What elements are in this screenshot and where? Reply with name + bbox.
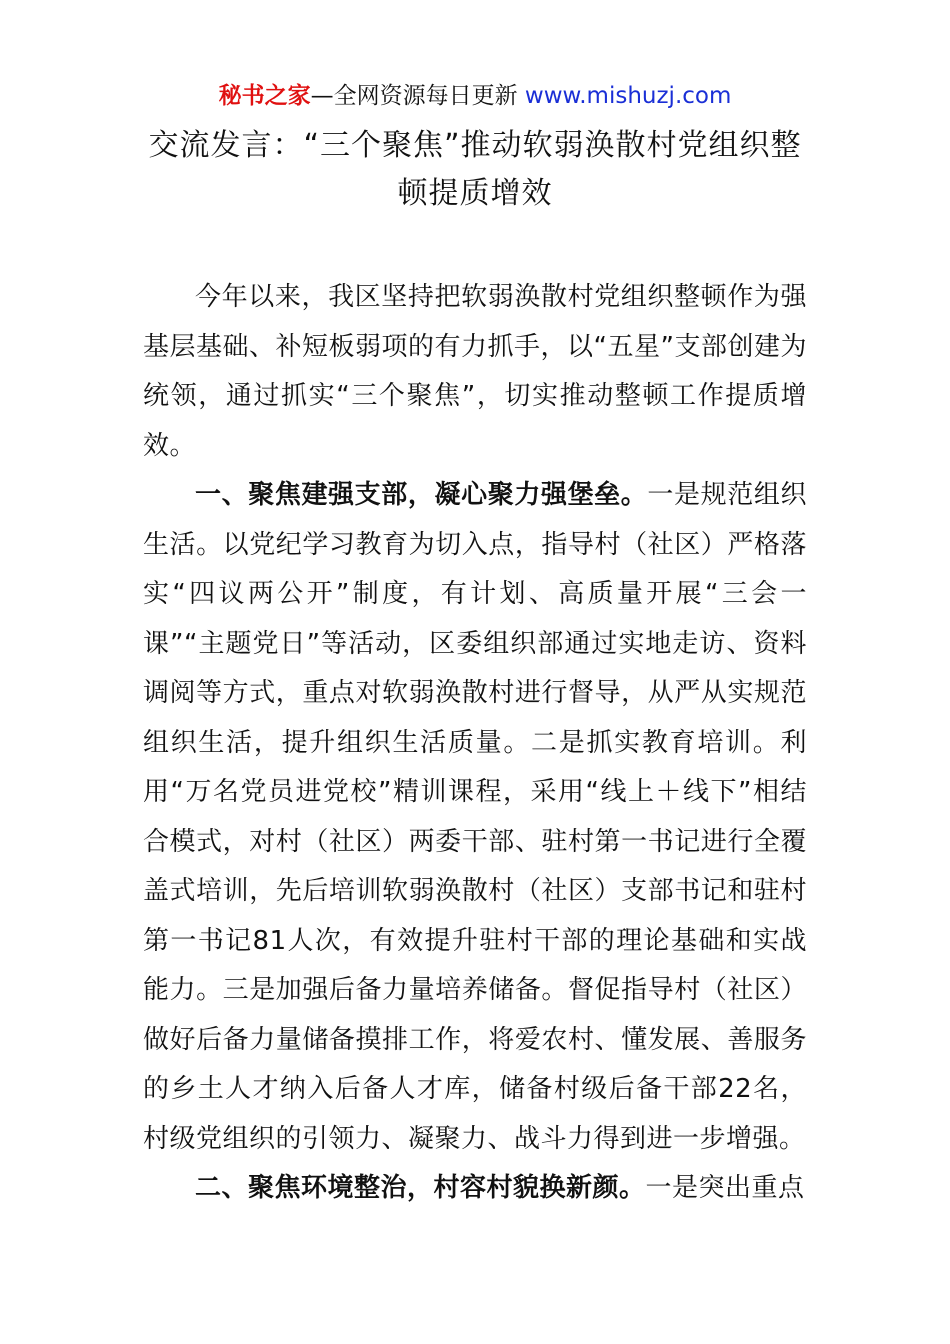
banner-url-link[interactable]: www.mishuzj.com [524,83,732,109]
paragraph-section-one [143,471,807,1164]
paragraph-lead: 二、聚焦环境整治，村容村貌换新颜。 [195,1173,646,1203]
banner-tagline: —全网资源每日更新 [310,83,525,109]
banner-brand: 秘书之家 [218,83,311,109]
paragraph-intro [143,273,807,471]
site-banner [0,80,950,112]
paragraph-text: 一是规范组织生活。以党纪学习教育为切入点，指导村（社区）严格落实“四议两公开”制度，有计划、高质量开展“三会一课”“主题党日”等活动，区委组织部通过实地走访、资料调阅等方式，重点对软弱涣散村进行督导，从严从实规范组织生活，提升组织生活质量。二是抓实教育培训。利用“万名党员进党校”精训课程，采用“线上＋线下”相结合模式，对村（社区）两委干部、驻村第一书记进行全覆盖式培训，先后培训软弱涣散村（社区）支部书记和驻村第一书记81人次，有效提升驻村干部的理论基础和实战能力。三是加强后备力量培养储备。督促指导村（社区）做好后备力量储备摸排工作，将爱农村、懂发展、善服务的乡土人才纳入后备人才库，储备村级后备干部22名，村级党组织的引领力、凝聚力、战斗力得到进一步增强。 [143,480,807,1154]
document-title: 交流发言：“三个聚焦”推动软弱涣散村党组织整顿提质增效 [148,128,802,211]
paragraph-text: 一是突出重点 [645,1173,805,1203]
paragraph-text: 今年以来，我区坚持把软弱涣散村党组织整顿作为强基层基础、补短板弱项的有力抓手，以“五星”支部创建为统领，通过抓实“三个聚焦”，切实推动整顿工作提质增效。 [143,282,807,461]
document-body [143,273,807,1214]
paragraph-lead: 一、聚焦建强支部，凝心聚力强堡垒。 [195,480,648,510]
paragraph-section-two [143,1164,807,1214]
